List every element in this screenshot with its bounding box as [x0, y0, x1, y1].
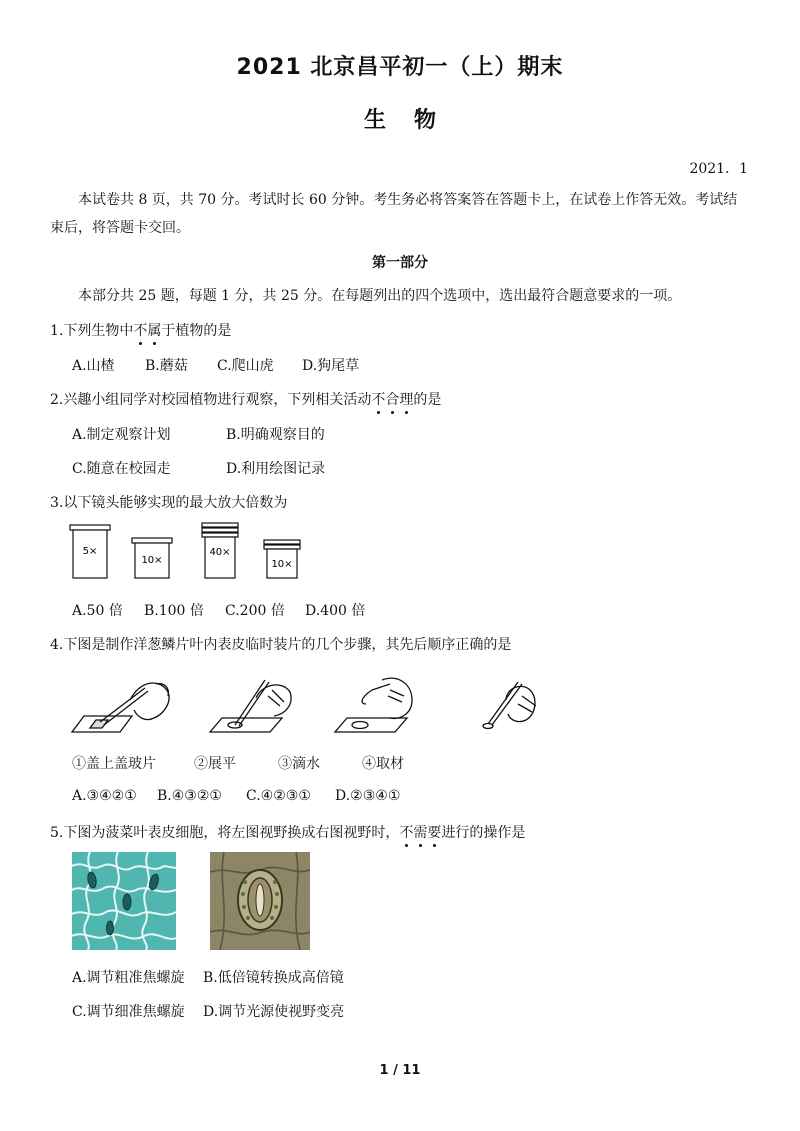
- q1-stem-pre: 1.下列生物中: [50, 323, 134, 339]
- q1-option-c[interactable]: C.爬山虎: [217, 358, 274, 374]
- lens-objective-10x: [264, 540, 300, 578]
- q4-step-4: ④取材: [362, 756, 404, 772]
- q2-option-a[interactable]: A.制定观察计划: [72, 427, 171, 443]
- q2-emphasis: 合: [385, 392, 400, 408]
- q5-emphasis: 不: [399, 825, 414, 841]
- lens-eyepiece-5x: [70, 525, 110, 578]
- q5-emphasis: 要: [427, 825, 442, 841]
- slide-steps-figure: [60, 670, 560, 740]
- lens-figure: [60, 520, 320, 585]
- q2-emphasis: 不: [371, 392, 386, 408]
- svg-text:5×: 5×: [82, 546, 98, 557]
- question-1-stem: [50, 320, 231, 340]
- q1-stem-post: 于植物的是: [161, 323, 232, 339]
- step-drop-water-drawing: [335, 678, 412, 732]
- q4-option-d[interactable]: D.②③④①: [335, 788, 401, 804]
- q4-step-3: ③滴水: [278, 756, 320, 772]
- q5-stem-pre: 5.下图为菠菜叶表皮细胞，将左图视野换成右图视野时，: [50, 825, 400, 841]
- q2-stem-post: 的是: [413, 392, 442, 408]
- lens-eyepiece-10x: [132, 538, 172, 578]
- svg-text:10×: 10×: [271, 559, 293, 570]
- q3-option-c[interactable]: C.200 倍: [225, 603, 285, 619]
- q4-option-c[interactable]: C.④②③①: [246, 788, 311, 804]
- q4-option-b[interactable]: B.④③②①: [157, 788, 222, 804]
- q5-option-c[interactable]: C.调节细准焦螺旋: [72, 1004, 185, 1020]
- micrograph-low-power: [72, 852, 176, 950]
- q5-emphasis: 需: [413, 825, 428, 841]
- svg-text:10×: 10×: [141, 555, 163, 566]
- step-cover-slip-drawing: [72, 683, 169, 732]
- question-5-stem: [50, 822, 525, 842]
- page-number: 1 / 11: [379, 1063, 421, 1078]
- question-4-stem: 4.下图是制作洋葱鳞片叶内表皮临时装片的几个步骤，其先后顺序正确的是: [50, 637, 512, 653]
- q3-option-b[interactable]: B.100 倍: [144, 603, 204, 619]
- q5-option-d[interactable]: D.调节光源使视野变亮: [203, 1004, 345, 1020]
- q3-option-a[interactable]: A.50 倍: [72, 603, 123, 619]
- step-spread-drawing: [210, 680, 291, 732]
- subject-title: 生物: [363, 108, 464, 133]
- question-3-stem: 3.以下镜头能够实现的最大放大倍数为: [50, 495, 288, 511]
- q2-option-c[interactable]: C.随意在校园走: [72, 461, 171, 477]
- page-title: 2021 北京昌平初一（上）期末: [236, 55, 564, 80]
- exam-date: 2021．1: [689, 161, 748, 177]
- q1-option-d[interactable]: D.狗尾草: [302, 358, 360, 374]
- q1-option-a[interactable]: A.山楂: [72, 358, 115, 374]
- q1-emphasis: 属: [147, 323, 162, 339]
- intro-paragraph: 本试卷共 8 页，共 70 分。考试时长 60 分钟。考生务必将答案答在答题卡上，在试卷上作答无效。考试结束后，将答题卡交回。: [50, 192, 738, 236]
- q1-option-b[interactable]: B.蘑菇: [145, 358, 188, 374]
- q5-option-a[interactable]: A.调节粗准焦螺旋: [72, 970, 185, 986]
- step-take-material-drawing: [483, 682, 536, 729]
- q2-option-b[interactable]: B.明确观察目的: [226, 427, 325, 443]
- q4-option-a[interactable]: A.③④②①: [72, 788, 137, 804]
- q2-stem-pre: 2.兴趣小组同学对校园植物进行观察，下列相关活动: [50, 392, 372, 408]
- part-heading: 第一部分: [372, 255, 428, 271]
- q5-stem-post: 进行的操作是: [441, 825, 526, 841]
- micrograph-high-power: [210, 852, 310, 950]
- lens-objective-40x: [202, 523, 238, 578]
- svg-text:40×: 40×: [209, 547, 231, 558]
- q5-option-b[interactable]: B.低倍镜转换成高倍镜: [203, 970, 344, 986]
- q4-step-1: ①盖上盖玻片: [72, 756, 156, 772]
- q3-option-d[interactable]: D.400 倍: [305, 603, 366, 619]
- q2-option-d[interactable]: D.利用绘图记录: [226, 461, 326, 477]
- q1-emphasis: 不: [133, 323, 148, 339]
- q4-step-2: ②展平: [194, 756, 236, 772]
- question-2-stem: [50, 389, 441, 409]
- part-instructions: 本部分共 25 题，每题 1 分，共 25 分。在每题列出的四个选项中，选出最符合题意要求的一项。: [78, 288, 682, 304]
- q2-emphasis: 理: [399, 392, 414, 408]
